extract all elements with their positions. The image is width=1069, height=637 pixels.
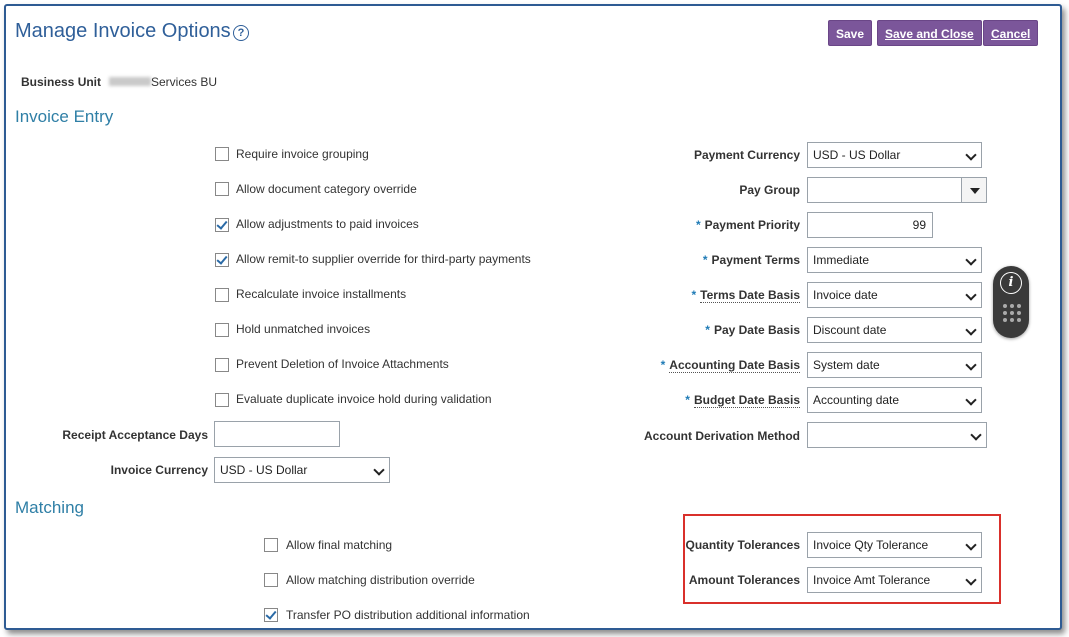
payment-terms-label	[566, 253, 800, 267]
checkbox-label: Recalculate invoice installments	[236, 287, 407, 301]
quantity-tolerances-label: Quantity Tolerances	[685, 538, 800, 552]
select-value: Invoice date	[813, 288, 878, 302]
required-indicator: *	[685, 393, 690, 407]
label-text: Budget Date Basis	[693, 393, 800, 407]
allow-final-matching-checkbox[interactable]	[264, 538, 278, 552]
allow-remit-to-supplier-override-checkbox[interactable]	[215, 253, 229, 267]
invoice-currency-select[interactable]	[214, 457, 390, 483]
select-value: Accounting date	[813, 393, 900, 407]
payment-terms-select[interactable]	[807, 247, 982, 273]
invoice-currency-label: Invoice Currency	[110, 463, 208, 477]
chevron-down-icon	[965, 359, 976, 370]
chevron-down-icon	[965, 254, 976, 265]
chevron-down-icon	[965, 324, 976, 335]
receipt-acceptance-days-input[interactable]	[214, 421, 340, 447]
require-invoice-grouping-checkbox[interactable]	[215, 147, 229, 161]
chevron-down-icon	[965, 289, 976, 300]
label-text: Pay Date Basis	[713, 323, 800, 337]
allow-document-category-override-checkbox[interactable]	[215, 182, 229, 196]
checkbox-label: Transfer PO distribution additional information	[286, 608, 530, 622]
save-button[interactable]: Save	[828, 20, 872, 46]
pay-group-dropdown-button[interactable]	[961, 177, 987, 203]
required-indicator: *	[691, 288, 697, 302]
checkbox-label: Hold unmatched invoices	[236, 322, 371, 336]
cancel-button[interactable]: Cancel	[983, 20, 1038, 46]
evaluate-duplicate-invoice-hold-checkbox[interactable]	[215, 393, 229, 407]
checkbox-label: Allow final matching	[286, 538, 393, 552]
account-derivation-method-select[interactable]	[807, 422, 987, 448]
allow-adjustments-paid-invoices-checkbox[interactable]	[215, 218, 229, 232]
payment-currency-select[interactable]	[807, 142, 982, 168]
payment-priority-label	[566, 218, 800, 232]
budget-date-basis-select[interactable]	[807, 387, 982, 413]
checkbox-label: Prevent Deletion of Invoice Attachments	[236, 357, 449, 371]
pay-date-basis-select[interactable]	[807, 317, 982, 343]
required-indicator: *	[705, 323, 710, 337]
select-value: USD - US Dollar	[813, 148, 901, 162]
info-icon[interactable]: i	[1000, 272, 1022, 294]
pay-group-input[interactable]	[807, 177, 962, 203]
page-title: Manage Invoice Options	[15, 20, 231, 42]
checkbox-label: Allow matching distribution override	[286, 573, 475, 587]
pay-group-label: Pay Group	[739, 183, 800, 197]
save-and-close-button[interactable]: Save and Close	[877, 20, 982, 46]
chevron-down-icon	[373, 464, 384, 475]
accounting-date-basis-select[interactable]	[807, 352, 982, 378]
select-value: Immediate	[813, 253, 870, 267]
required-indicator: *	[695, 218, 701, 232]
terms-date-basis-label	[566, 288, 800, 302]
label-text: Payment Priority	[704, 218, 800, 232]
keypad-icon[interactable]	[1003, 304, 1021, 322]
section-matching: Matching	[15, 498, 84, 517]
amount-tolerances-label: Amount Tolerances	[688, 573, 800, 587]
required-indicator: *	[702, 253, 708, 267]
receipt-acceptance-days-label: Receipt Acceptance Days	[62, 428, 208, 442]
transfer-po-distribution-checkbox[interactable]	[264, 608, 278, 622]
help-icon[interactable]: ?	[233, 25, 249, 41]
hold-unmatched-invoices-checkbox[interactable]	[215, 323, 229, 337]
recalculate-invoice-installments-checkbox[interactable]	[215, 288, 229, 302]
accounting-date-basis-label	[566, 358, 800, 372]
label-text: Terms Date Basis	[700, 288, 800, 302]
account-derivation-method-label: Account Derivation Method	[643, 429, 800, 443]
checkbox-label: Require invoice grouping	[236, 147, 369, 161]
checkbox-label: Allow remit-to supplier override for third-party payments	[236, 252, 531, 266]
terms-date-basis-select[interactable]	[807, 282, 982, 308]
select-value: USD - US Dollar	[220, 463, 308, 477]
chevron-down-icon	[965, 394, 976, 405]
chevron-down-icon	[970, 429, 981, 440]
label-text: Payment Terms	[711, 253, 800, 267]
chevron-down-icon	[965, 149, 976, 160]
payment-currency-label: Payment Currency	[693, 148, 800, 162]
checkbox-label: Allow document category override	[236, 182, 417, 196]
business-unit-label: Business Unit	[21, 75, 102, 89]
select-value: Discount date	[813, 323, 887, 337]
highlight-box	[683, 514, 1001, 604]
required-indicator: *	[660, 358, 666, 372]
select-value: Invoice Amt Tolerance	[813, 573, 931, 587]
page-frame	[4, 4, 1062, 630]
checkbox-label: Allow adjustments to paid invoices	[236, 217, 419, 231]
redacted-text	[109, 77, 151, 86]
select-value: Invoice Qty Tolerance	[813, 538, 929, 552]
business-unit-value: Services BU	[151, 75, 218, 89]
pay-date-basis-label	[566, 323, 800, 337]
checkbox-label: Evaluate duplicate invoice hold during validation	[236, 392, 492, 406]
payment-priority-input[interactable]: 99	[807, 212, 933, 238]
label-text: Accounting Date Basis	[669, 358, 800, 372]
allow-matching-distribution-override-checkbox[interactable]	[264, 573, 278, 587]
prevent-deletion-attachments-checkbox[interactable]	[215, 358, 229, 372]
section-invoice-entry: Invoice Entry	[15, 107, 114, 126]
budget-date-basis-label	[566, 393, 800, 407]
select-value: System date	[813, 358, 880, 372]
